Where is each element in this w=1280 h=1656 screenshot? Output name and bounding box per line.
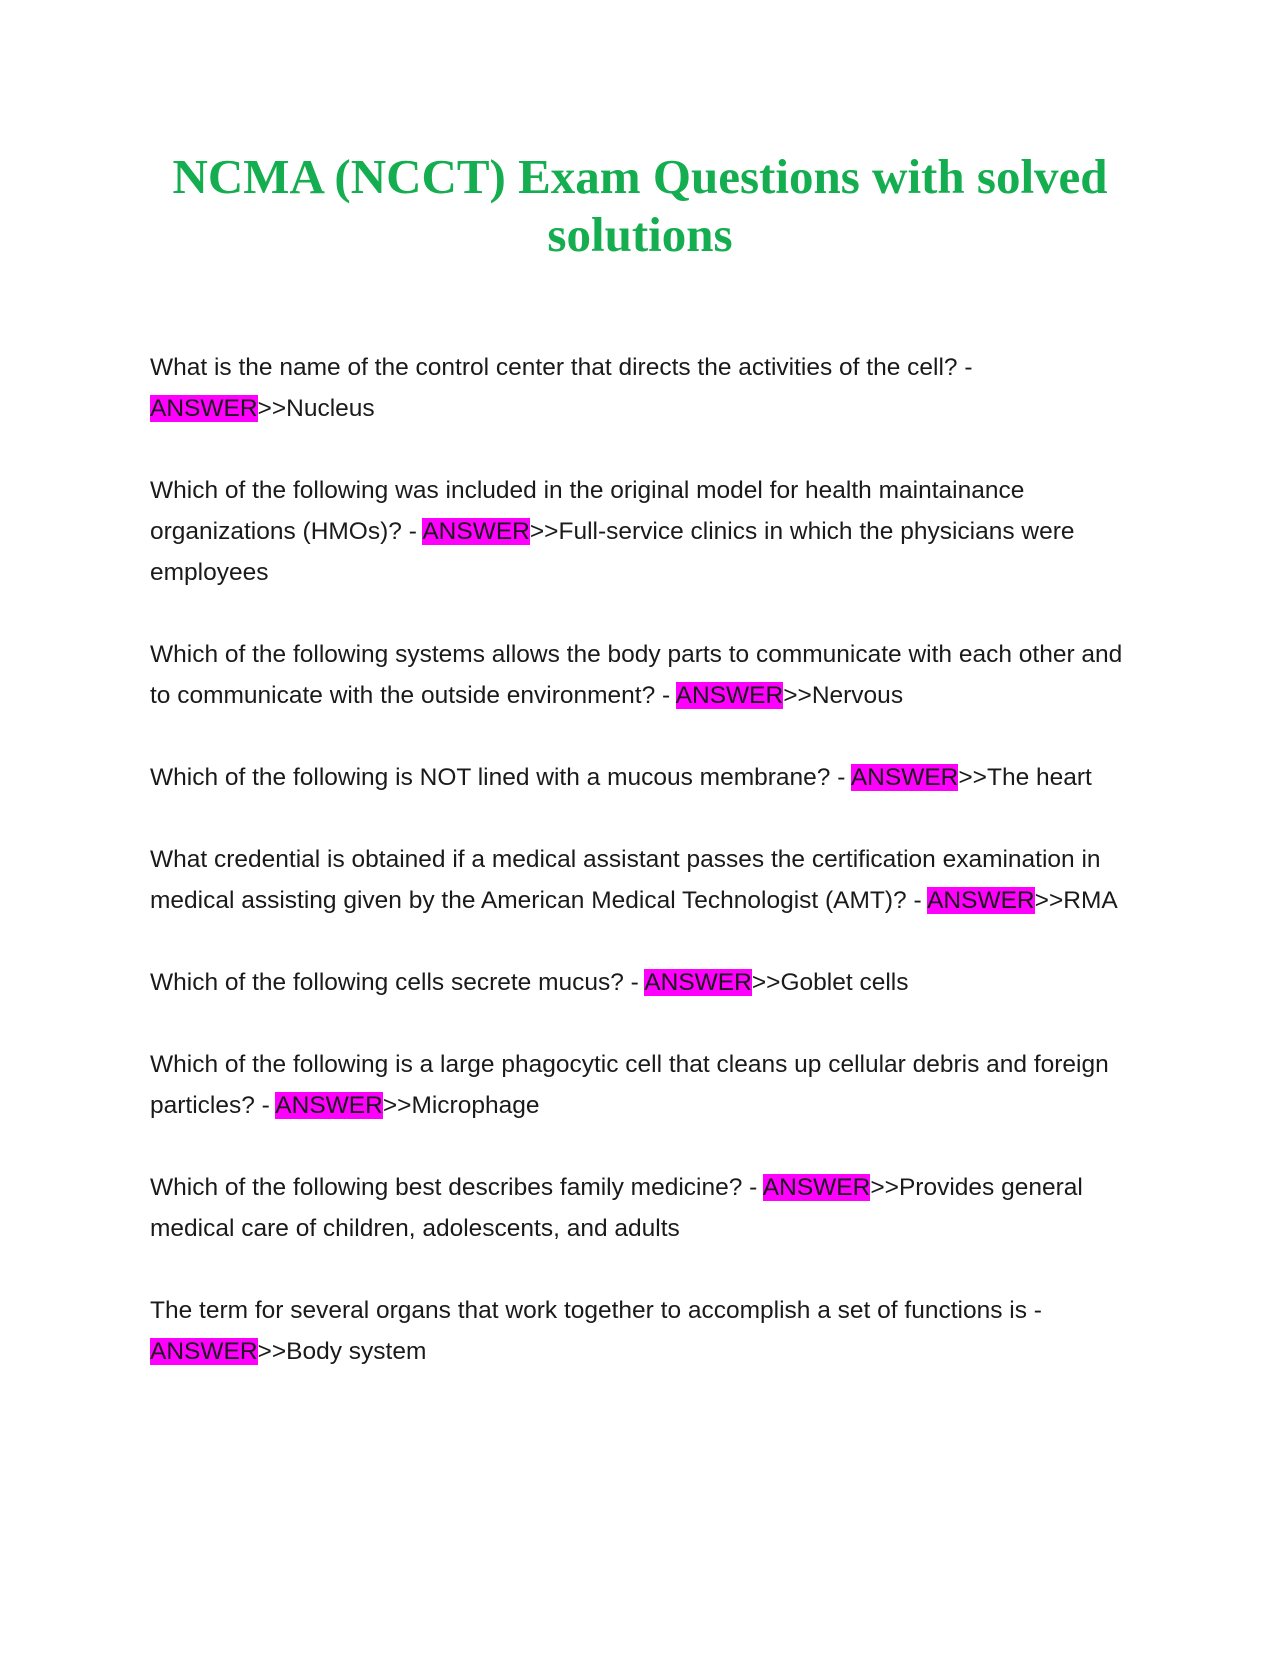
question-text: Which of the following was included in the original model for health maintainance organizations (HMOs)? - [150, 477, 1025, 545]
question-text: What is the name of the control center that directs the activities of the cell? - [150, 354, 973, 381]
question-text: What credential is obtained if a medical assistant passes the certification examination in medical assisting given by the American Medical Technologist (AMT)? - [150, 846, 1101, 914]
answer-label: ANSWER [850, 764, 959, 791]
answer-text: >>Provides general medical care of children, adolescents, and adults [150, 1174, 1083, 1242]
question-text: Which of the following best describes family medicine? - [150, 1174, 763, 1201]
qa-item [150, 1290, 1135, 1372]
answer-text: >>Body system [257, 1338, 427, 1365]
qa-item [150, 347, 1135, 429]
answer-text: >>Nervous [783, 682, 904, 709]
answer-label: ANSWER [150, 1338, 258, 1365]
question-text: Which of the following systems allows the body parts to communicate with each other and to communicate with the outside environment? - [150, 641, 1123, 709]
answer-text: >>Full-service clinics in which the physicians were employees [150, 518, 1075, 586]
answer-text: >>The heart [958, 764, 1092, 791]
qa-item [150, 839, 1135, 921]
qa-item [150, 757, 1135, 798]
qa-item [150, 470, 1135, 593]
answer-label: ANSWER [927, 887, 1035, 914]
qa-item [150, 1044, 1135, 1126]
answer-label: ANSWER [422, 518, 530, 545]
question-text: Which of the following cells secrete mucus? - [150, 969, 645, 996]
answer-label: ANSWER [275, 1092, 383, 1119]
answer-text: >>Goblet cells [751, 969, 909, 996]
qa-list [150, 347, 1135, 1413]
answer-text: >>RMA [1034, 887, 1118, 914]
answer-label: ANSWER [762, 1174, 871, 1201]
question-text: Which of the following is a large phagocytic cell that cleans up cellular debris and foreign particles? - [150, 1051, 1109, 1119]
answer-label: ANSWER [644, 969, 752, 996]
qa-item [150, 634, 1135, 716]
qa-item [150, 1167, 1135, 1249]
answer-text: >>Nucleus [257, 395, 375, 422]
answer-label: ANSWER [675, 682, 784, 709]
question-text: The term for several organs that work together to accomplish a set of functions is - [150, 1297, 1042, 1324]
question-text: Which of the following is NOT lined with a mucous membrane? - [150, 764, 851, 791]
answer-text: >>Microphage [382, 1092, 540, 1119]
answer-label: ANSWER [150, 395, 258, 422]
qa-item [150, 962, 1135, 1003]
document-title: NCMA (NCCT) Exam Questions with solved solutions [172, 149, 1108, 262]
